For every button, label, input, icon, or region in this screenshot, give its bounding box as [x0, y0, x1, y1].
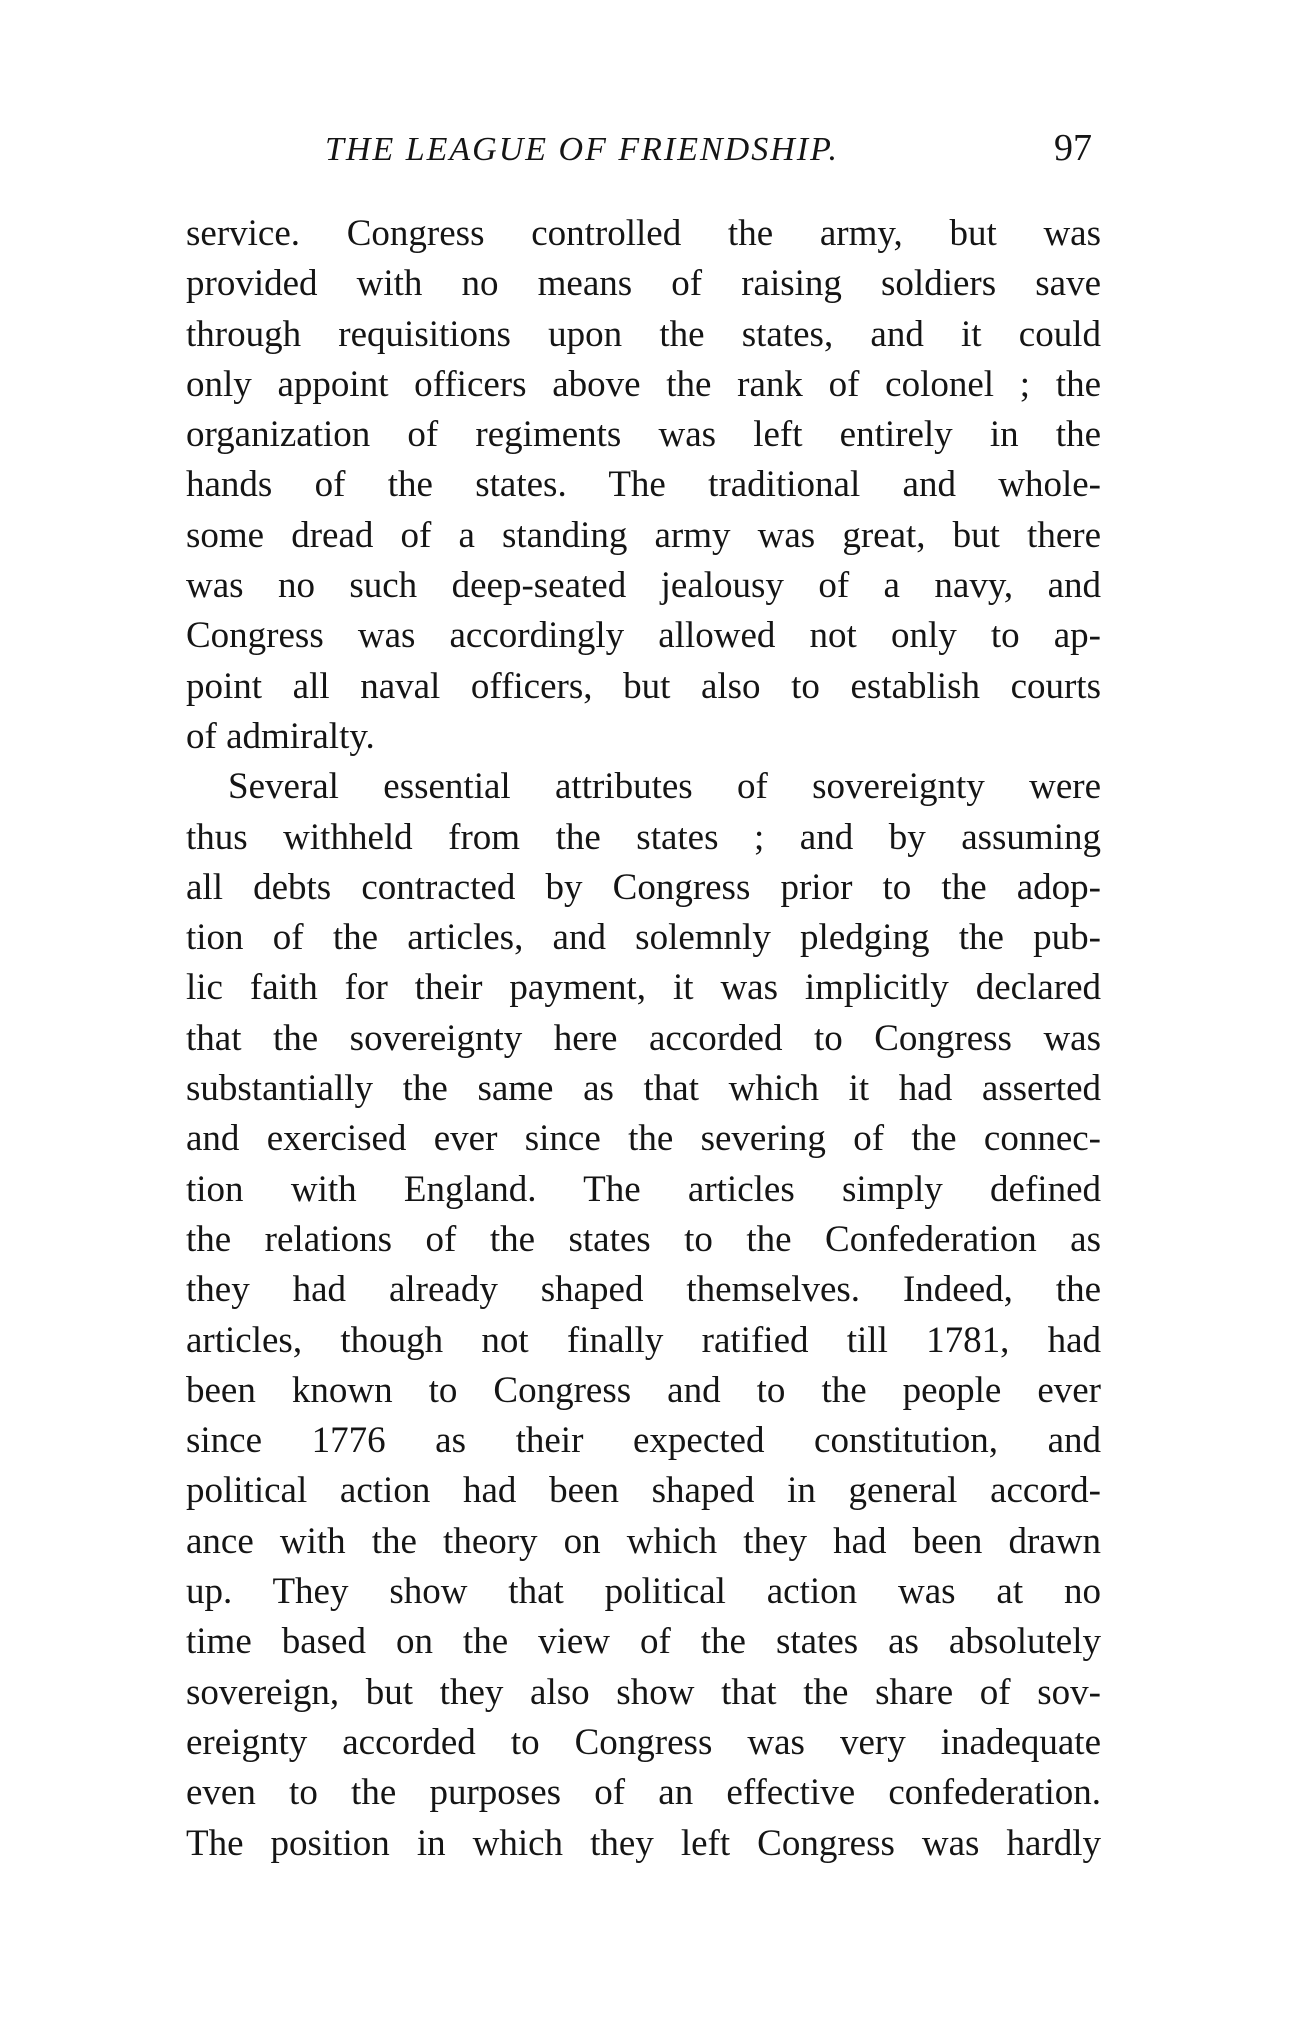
text-line: some dread of a standing army was great, but there	[186, 514, 1101, 556]
text-line: of admiralty.	[186, 715, 375, 757]
text-line: The position in which they left Congress was hardly	[186, 1822, 1101, 1864]
text-line: hands of the states. The traditional and whole-	[186, 464, 1101, 506]
text-line: was no such deep-seated jealousy of a navy, and	[186, 565, 1101, 607]
text-line: service. Congress controlled the army, but was	[186, 213, 1101, 254]
text-line: they had already shaped themselves. Indeed, the	[186, 1269, 1101, 1311]
text-line: tion with England. The articles simply defined	[186, 1168, 1101, 1210]
text-line: time based on the view of the states as absolutely	[186, 1621, 1101, 1663]
text-line: thus withheld from the states ; and by assuming	[186, 816, 1101, 858]
text-line: that the sovereignty here accorded to Congress was	[186, 1017, 1101, 1059]
body-text	[186, 209, 1101, 1869]
text-line: ance with the theory on which they had been drawn	[186, 1520, 1101, 1562]
text-line: organization of regiments was left entirely in the	[186, 414, 1101, 456]
text-line: even to the purposes of an effective confederation.	[186, 1772, 1101, 1814]
text-line: substantially the same as that which it had asserted	[186, 1068, 1101, 1110]
text-line: since 1776 as their expected constitution, and	[186, 1420, 1101, 1462]
text-line: articles, though not finally ratified till 1781, had	[186, 1319, 1101, 1361]
page-number: 97	[1054, 127, 1092, 169]
text-line: provided with no means of raising soldiers save	[186, 263, 1101, 305]
text-line: been known to Congress and to the people ever	[186, 1369, 1101, 1411]
text-line: the relations of the states to the Confederation as	[186, 1218, 1101, 1260]
text-line: ereignty accorded to Congress was very inadequate	[186, 1721, 1101, 1763]
running-head: THE LEAGUE OF FRIENDSHIP.	[325, 131, 839, 168]
text-line: political action had been shaped in general accord-	[186, 1470, 1101, 1512]
text-line: and exercised ever since the severing of the connec-	[186, 1118, 1101, 1160]
text-line: all debts contracted by Congress prior to the adop-	[186, 866, 1101, 908]
text-line: tion of the articles, and solemnly pledging the pub-	[186, 917, 1101, 959]
text-line: sovereign, but they also show that the share of sov-	[186, 1671, 1101, 1713]
text-line: Congress was accordingly allowed not only to ap-	[186, 615, 1101, 657]
text-line: through requisitions upon the states, and it could	[186, 313, 1101, 355]
text-line: Several essential attributes of sovereignty were	[228, 766, 1101, 808]
text-line: lic faith for their payment, it was implicitly declared	[186, 967, 1101, 1009]
text-line: only appoint officers above the rank of colonel ; the	[186, 363, 1101, 405]
text-line: point all naval officers, but also to establish courts	[186, 665, 1101, 707]
text-line: up. They show that political action was at no	[186, 1571, 1101, 1613]
